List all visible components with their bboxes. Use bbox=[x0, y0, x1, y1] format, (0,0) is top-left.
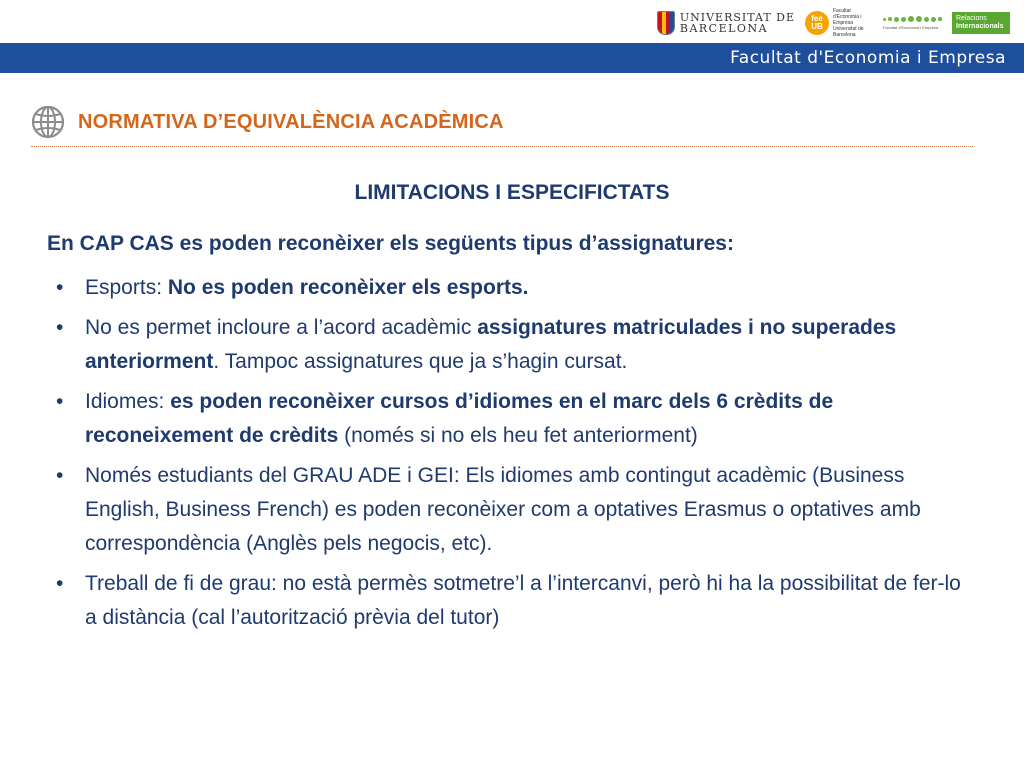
section-divider bbox=[31, 146, 973, 147]
bullet: • bbox=[56, 276, 64, 299]
list-item: • Només estudiants del GRAU ADE i GEI: Els idiomes amb contingut acadèmic (Business English, Business French) es poden reconèixer com a optatives Erasmus o optatives amb correspondència (Anglès pels negocis, etc). bbox=[47, 459, 977, 561]
fee-logo-text: Facultat d'Economia i Empresa Universitat de Barcelona bbox=[833, 8, 864, 38]
ri-logo-line2: Internacionals bbox=[956, 23, 1004, 30]
fee-badge: fee UB bbox=[805, 11, 829, 35]
logos-row bbox=[657, 6, 1010, 40]
limitations-list bbox=[47, 271, 977, 641]
bullet: • bbox=[56, 390, 64, 413]
bullet: • bbox=[56, 316, 64, 339]
list-item: • Esports: No es poden reconèixer els esports. bbox=[47, 271, 977, 305]
dots-logo-caption: Facultat d'Economia i Empresa bbox=[883, 25, 939, 30]
ub-logo-line1: UNIVERSITAT DE bbox=[679, 11, 795, 24]
list-item: • Treball de fi de grau: no està permès sotmetre’l a l’intercanvi, però hi ha la possibilitat de fer-lo a distància (cal l’autorització prèvia del tutor) bbox=[47, 567, 977, 635]
list-item: • No es permet incloure a l’acord acadèmic assignatures matriculades i no superades anteriorment. Tampoc assignatures que ja s’hagin cursat. bbox=[47, 311, 977, 379]
globe-icon bbox=[31, 105, 65, 139]
bullet: • bbox=[56, 572, 64, 595]
intro-text: En CAP CAS es poden reconèixer els següents tipus d’assignatures: bbox=[47, 232, 734, 255]
header-band bbox=[0, 43, 1024, 73]
ri-logo-line1: Relacions bbox=[956, 15, 987, 22]
bullet: • bbox=[56, 464, 64, 487]
list-item: • Idiomes: es poden reconèixer cursos d’idiomes en el marc dels 6 crèdits de reconeixement de crèdits (només si no els heu fet anteriorment) bbox=[47, 385, 977, 453]
relacions-internacionals-logo bbox=[952, 12, 1010, 34]
ub-logo-line2: BARCELONA bbox=[679, 22, 769, 35]
section-title: NORMATIVA D’EQUIVALÈNCIA ACADÈMICA bbox=[78, 111, 504, 133]
dots-icon bbox=[883, 16, 942, 22]
ub-shield-icon bbox=[657, 11, 675, 35]
faculty-dots-logo bbox=[883, 16, 942, 30]
slide-title: LIMITACIONS I ESPECIFICTATS bbox=[354, 181, 670, 204]
fee-logo bbox=[805, 8, 873, 38]
faculty-title: Facultat d'Economia i Empresa bbox=[730, 48, 1006, 68]
ub-logo bbox=[657, 11, 795, 35]
